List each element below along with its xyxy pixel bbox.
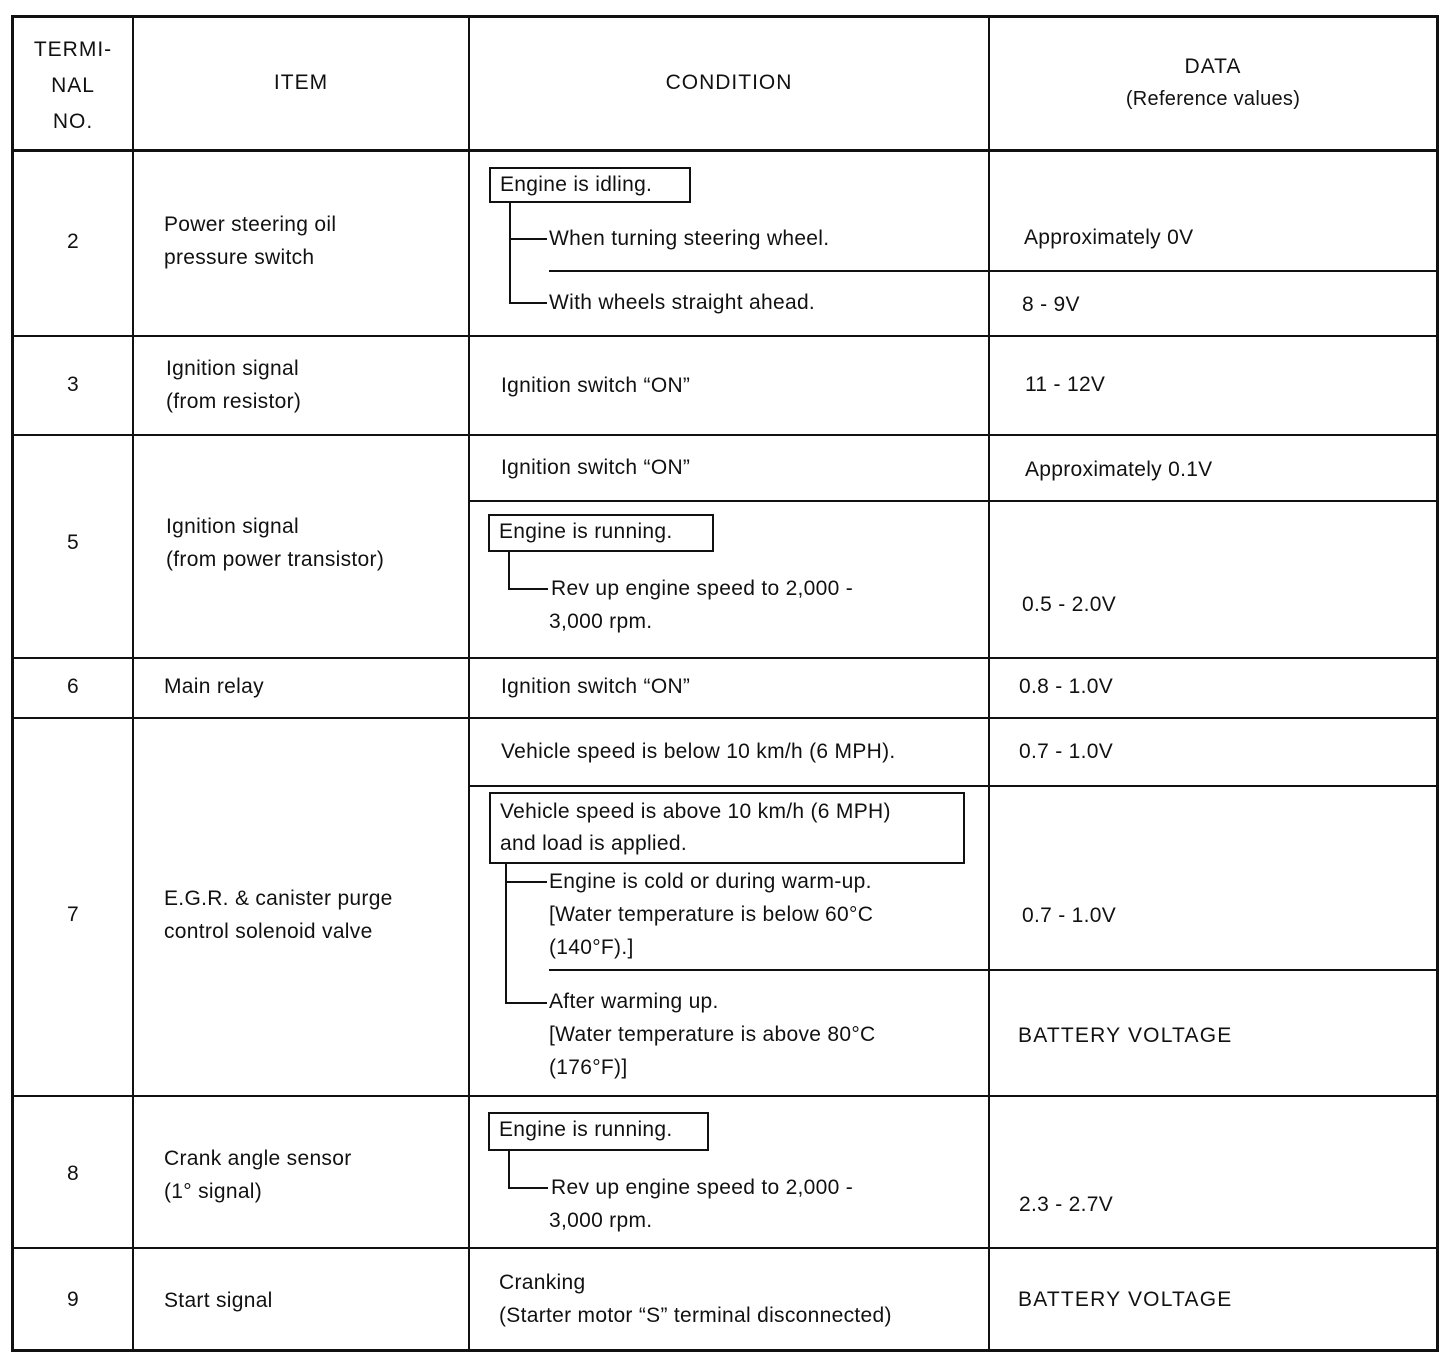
row8-item-line1: Crank angle sensor [164,1147,352,1170]
sub-divider-r2 [549,270,1436,272]
row3-item-line1: Ignition signal [166,357,299,380]
row9-item: Start signal [164,1289,273,1312]
header-data: DATA [1184,55,1242,78]
row8-tree-branch1 [508,1187,548,1189]
col-divider-3 [988,18,990,1349]
row2-condition-2: With wheels straight ahead. [549,291,816,314]
row5-data-1: Approximately 0.1V [1025,458,1213,481]
row6-data-1: 0.8 - 1.0V [1019,675,1114,698]
row3-item-line2: (from resistor) [166,390,302,413]
header-condition: CONDITION [665,71,793,94]
row2-tree-branch1 [509,238,547,240]
row2-item-line2: pressure switch [164,246,315,269]
row5-condition-2-line1: Rev up engine speed to 2,000 - [551,577,854,600]
header-terminal-no-line2: NAL [51,74,95,97]
row7-condition-1: Vehicle speed is below 10 km/h (6 MPH). [501,740,896,763]
row8-item-line2: (1° signal) [164,1180,263,1203]
row3-data-1: 11 - 12V [1025,373,1106,396]
row7-item-line2: control solenoid valve [164,920,373,943]
row5-item-line2: (from power transistor) [166,548,385,571]
row2-condition-1: When turning steering wheel. [549,227,830,250]
header-data-sub: (Reference values) [1125,88,1301,110]
row7-tree-trunk [505,864,507,1004]
row3-condition-1: Ignition switch “ON” [501,374,691,397]
row7-condition-2-line1: Engine is cold or during warm-up. [549,870,872,893]
row9-condition-1-line1: Cranking [499,1271,586,1294]
row8-condition-box: Engine is running. [488,1112,709,1151]
row7-data-2: 0.7 - 1.0V [1022,904,1117,927]
row7-condition-3-line1: After warming up. [549,990,719,1013]
row2-tree-trunk [509,203,511,304]
header-terminal-no [14,32,132,140]
row7-data-3: BATTERY VOLTAGE [1018,1024,1233,1047]
row-divider-5 [14,657,1436,659]
row8-tree-trunk [508,1151,510,1189]
row7-condition-box-line2: and load is applied. [500,832,687,855]
sub-divider-r5 [468,500,1436,502]
header-terminal-no-line3: NO. [52,110,94,133]
header-item: ITEM [273,71,329,94]
row8-condition-1-line1: Rev up engine speed to 2,000 - [551,1176,854,1199]
row9-data-1: BATTERY VOLTAGE [1018,1288,1233,1311]
row7-terminal-no: 7 [67,903,79,926]
row7-condition-3-line3: (176°F)] [549,1056,628,1079]
row5-data-2: 0.5 - 2.0V [1022,593,1117,616]
row2-item-line1: Power steering oil [164,213,337,236]
row5-condition-1: Ignition switch “ON” [501,456,691,479]
row5-tree-branch1 [508,588,548,590]
row7-tree-branch2 [505,1002,547,1004]
row8-terminal-no: 8 [67,1162,79,1185]
row5-condition-box: Engine is running. [488,514,714,552]
row-divider-8 [14,1247,1436,1249]
row-divider-header [14,149,1436,152]
row2-data-1: Approximately 0V [1024,226,1194,249]
row2-terminal-no: 2 [67,230,79,253]
row9-terminal-no: 9 [67,1288,79,1311]
row8-data-1: 2.3 - 2.7V [1019,1193,1114,1216]
row2-data-2: 8 - 9V [1022,293,1080,316]
row5-item-line1: Ignition signal [166,515,299,538]
header-terminal-no-line1: TERMI- [33,38,113,61]
row-divider-7 [14,1095,1436,1097]
sub-divider-r7a [468,785,1436,787]
row2-condition-box: Engine is idling. [489,167,691,203]
row9-condition-1-line2: (Starter motor “S” terminal disconnected) [499,1304,892,1327]
row7-condition-box [489,792,965,864]
row7-condition-3-line2: [Water temperature is above 80°C [549,1023,876,1046]
row7-data-1: 0.7 - 1.0V [1019,740,1114,763]
col-divider-2 [468,18,470,1349]
row7-item-line1: E.G.R. & canister purge [164,887,393,910]
row-divider-2 [14,335,1436,337]
row5-condition-2-line2: 3,000 rpm. [549,610,653,633]
row6-terminal-no: 6 [67,675,79,698]
row7-condition-2-line3: (140°F).] [549,936,634,959]
row6-item: Main relay [164,675,264,698]
row7-condition-2-line2: [Water temperature is below 60°C [549,903,874,926]
row-divider-6 [14,717,1436,719]
terminal-data-table [11,15,1439,1352]
row6-condition-1: Ignition switch “ON” [501,675,691,698]
row3-terminal-no: 3 [67,373,79,396]
sub-divider-r7b [549,969,1436,971]
row5-terminal-no: 5 [67,531,79,554]
row2-tree-branch2 [509,302,547,304]
row7-condition-box-line1: Vehicle speed is above 10 km/h (6 MPH) [500,800,891,823]
row8-condition-1-line2: 3,000 rpm. [549,1209,653,1232]
row7-tree-branch1 [505,881,547,883]
row5-tree-trunk [508,552,510,590]
col-divider-1 [132,18,134,1349]
row-divider-3 [14,434,1436,436]
